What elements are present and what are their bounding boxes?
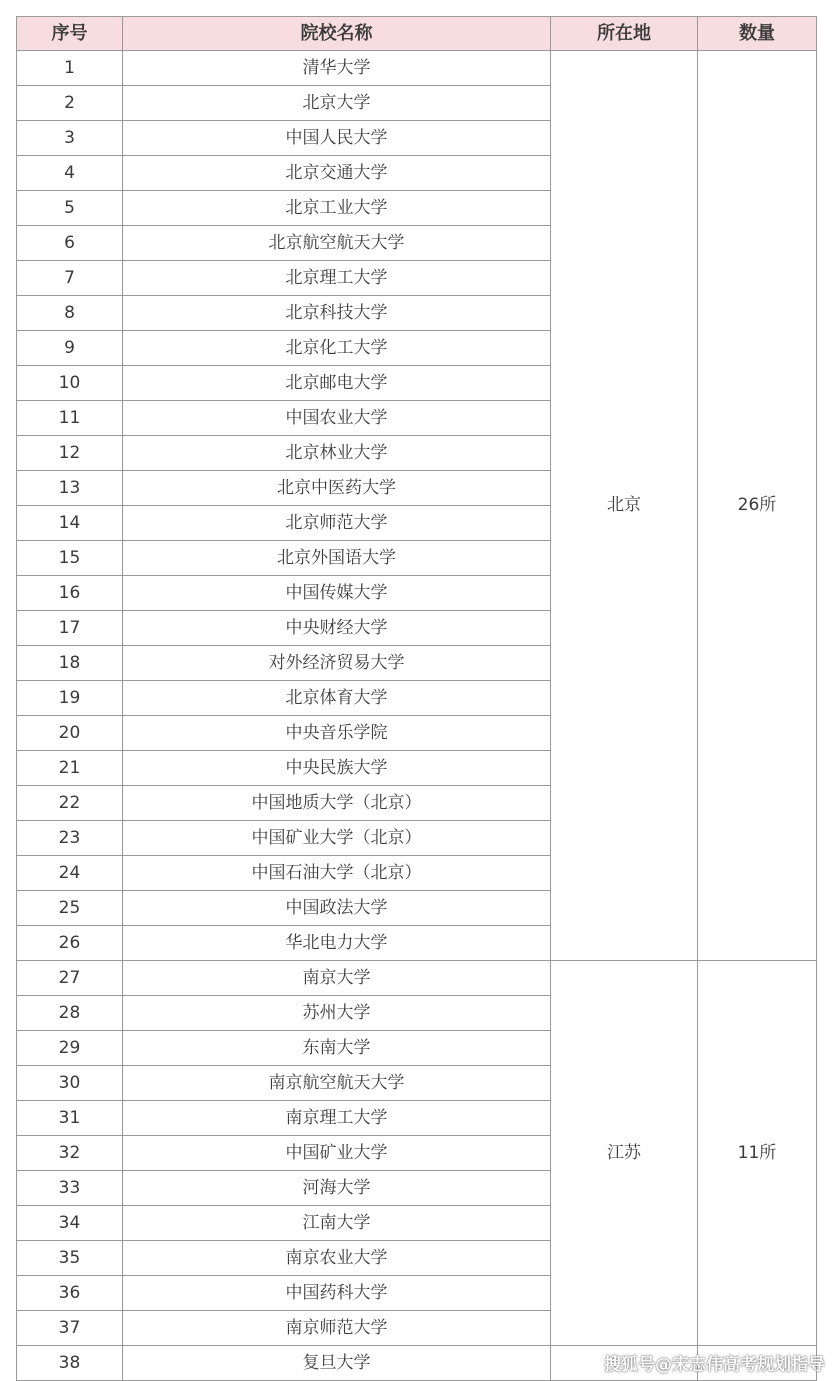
count-cell: 11所 xyxy=(698,961,817,1346)
university-name: 中国石油大学（北京） xyxy=(123,856,551,891)
header-name: 院校名称 xyxy=(123,17,551,51)
header-index: 序号 xyxy=(17,17,123,51)
university-name: 北京航空航天大学 xyxy=(123,226,551,261)
university-name: 清华大学 xyxy=(123,51,551,86)
row-index: 35 xyxy=(17,1241,123,1276)
university-name: 江南大学 xyxy=(123,1206,551,1241)
row-index: 4 xyxy=(17,156,123,191)
university-name: 北京交通大学 xyxy=(123,156,551,191)
university-name: 北京化工大学 xyxy=(123,331,551,366)
row-index: 19 xyxy=(17,681,123,716)
row-index: 1 xyxy=(17,51,123,86)
row-index: 29 xyxy=(17,1031,123,1066)
row-index: 30 xyxy=(17,1066,123,1101)
row-index: 7 xyxy=(17,261,123,296)
university-name: 南京师范大学 xyxy=(123,1311,551,1346)
row-index: 31 xyxy=(17,1101,123,1136)
university-name: 中国人民大学 xyxy=(123,121,551,156)
university-name: 北京师范大学 xyxy=(123,506,551,541)
university-name: 北京中医药大学 xyxy=(123,471,551,506)
university-name: 中央财经大学 xyxy=(123,611,551,646)
row-index: 24 xyxy=(17,856,123,891)
row-index: 25 xyxy=(17,891,123,926)
university-name: 中国农业大学 xyxy=(123,401,551,436)
university-name: 北京大学 xyxy=(123,86,551,121)
row-index: 27 xyxy=(17,961,123,996)
university-name: 南京理工大学 xyxy=(123,1101,551,1136)
row-index: 8 xyxy=(17,296,123,331)
universities-table xyxy=(16,16,817,1381)
university-name: 中央音乐学院 xyxy=(123,716,551,751)
university-name: 北京外国语大学 xyxy=(123,541,551,576)
row-index: 36 xyxy=(17,1276,123,1311)
row-index: 33 xyxy=(17,1171,123,1206)
row-index: 38 xyxy=(17,1346,123,1381)
university-name: 北京体育大学 xyxy=(123,681,551,716)
row-index: 10 xyxy=(17,366,123,401)
row-index: 22 xyxy=(17,786,123,821)
row-index: 18 xyxy=(17,646,123,681)
university-name: 中国矿业大学 xyxy=(123,1136,551,1171)
row-index: 3 xyxy=(17,121,123,156)
university-name: 中国传媒大学 xyxy=(123,576,551,611)
university-name: 中央民族大学 xyxy=(123,751,551,786)
university-name: 北京工业大学 xyxy=(123,191,551,226)
university-name: 对外经济贸易大学 xyxy=(123,646,551,681)
university-name: 苏州大学 xyxy=(123,996,551,1031)
university-name: 中国矿业大学（北京） xyxy=(123,821,551,856)
row-index: 26 xyxy=(17,926,123,961)
university-name: 东南大学 xyxy=(123,1031,551,1066)
row-index: 2 xyxy=(17,86,123,121)
university-name: 华北电力大学 xyxy=(123,926,551,961)
university-name: 南京航空航天大学 xyxy=(123,1066,551,1101)
location-cell: 北京 xyxy=(551,51,698,961)
location-cell: 江苏 xyxy=(551,961,698,1346)
table-body xyxy=(17,51,817,1381)
table-row xyxy=(17,51,817,86)
university-name: 北京科技大学 xyxy=(123,296,551,331)
university-name: 中国药科大学 xyxy=(123,1276,551,1311)
row-index: 20 xyxy=(17,716,123,751)
row-index: 34 xyxy=(17,1206,123,1241)
university-name: 中国地质大学（北京） xyxy=(123,786,551,821)
row-index: 9 xyxy=(17,331,123,366)
university-name: 河海大学 xyxy=(123,1171,551,1206)
row-index: 16 xyxy=(17,576,123,611)
university-name: 北京邮电大学 xyxy=(123,366,551,401)
header-count: 数量 xyxy=(698,17,817,51)
table-row xyxy=(17,961,817,996)
row-index: 13 xyxy=(17,471,123,506)
university-name: 北京林业大学 xyxy=(123,436,551,471)
row-index: 37 xyxy=(17,1311,123,1346)
row-index: 21 xyxy=(17,751,123,786)
row-index: 17 xyxy=(17,611,123,646)
row-index: 15 xyxy=(17,541,123,576)
header-location: 所在地 xyxy=(551,17,698,51)
header-row xyxy=(17,17,817,51)
university-name: 复旦大学 xyxy=(123,1346,551,1381)
row-index: 32 xyxy=(17,1136,123,1171)
row-index: 14 xyxy=(17,506,123,541)
watermark: 搜狐号@宋志伟高考规划指导 xyxy=(604,1355,825,1375)
count-cell: 26所 xyxy=(698,51,817,961)
row-index: 11 xyxy=(17,401,123,436)
university-name: 中国政法大学 xyxy=(123,891,551,926)
row-index: 12 xyxy=(17,436,123,471)
row-index: 6 xyxy=(17,226,123,261)
row-index: 28 xyxy=(17,996,123,1031)
university-name: 北京理工大学 xyxy=(123,261,551,296)
row-index: 23 xyxy=(17,821,123,856)
row-index: 5 xyxy=(17,191,123,226)
university-name: 南京大学 xyxy=(123,961,551,996)
university-name: 南京农业大学 xyxy=(123,1241,551,1276)
